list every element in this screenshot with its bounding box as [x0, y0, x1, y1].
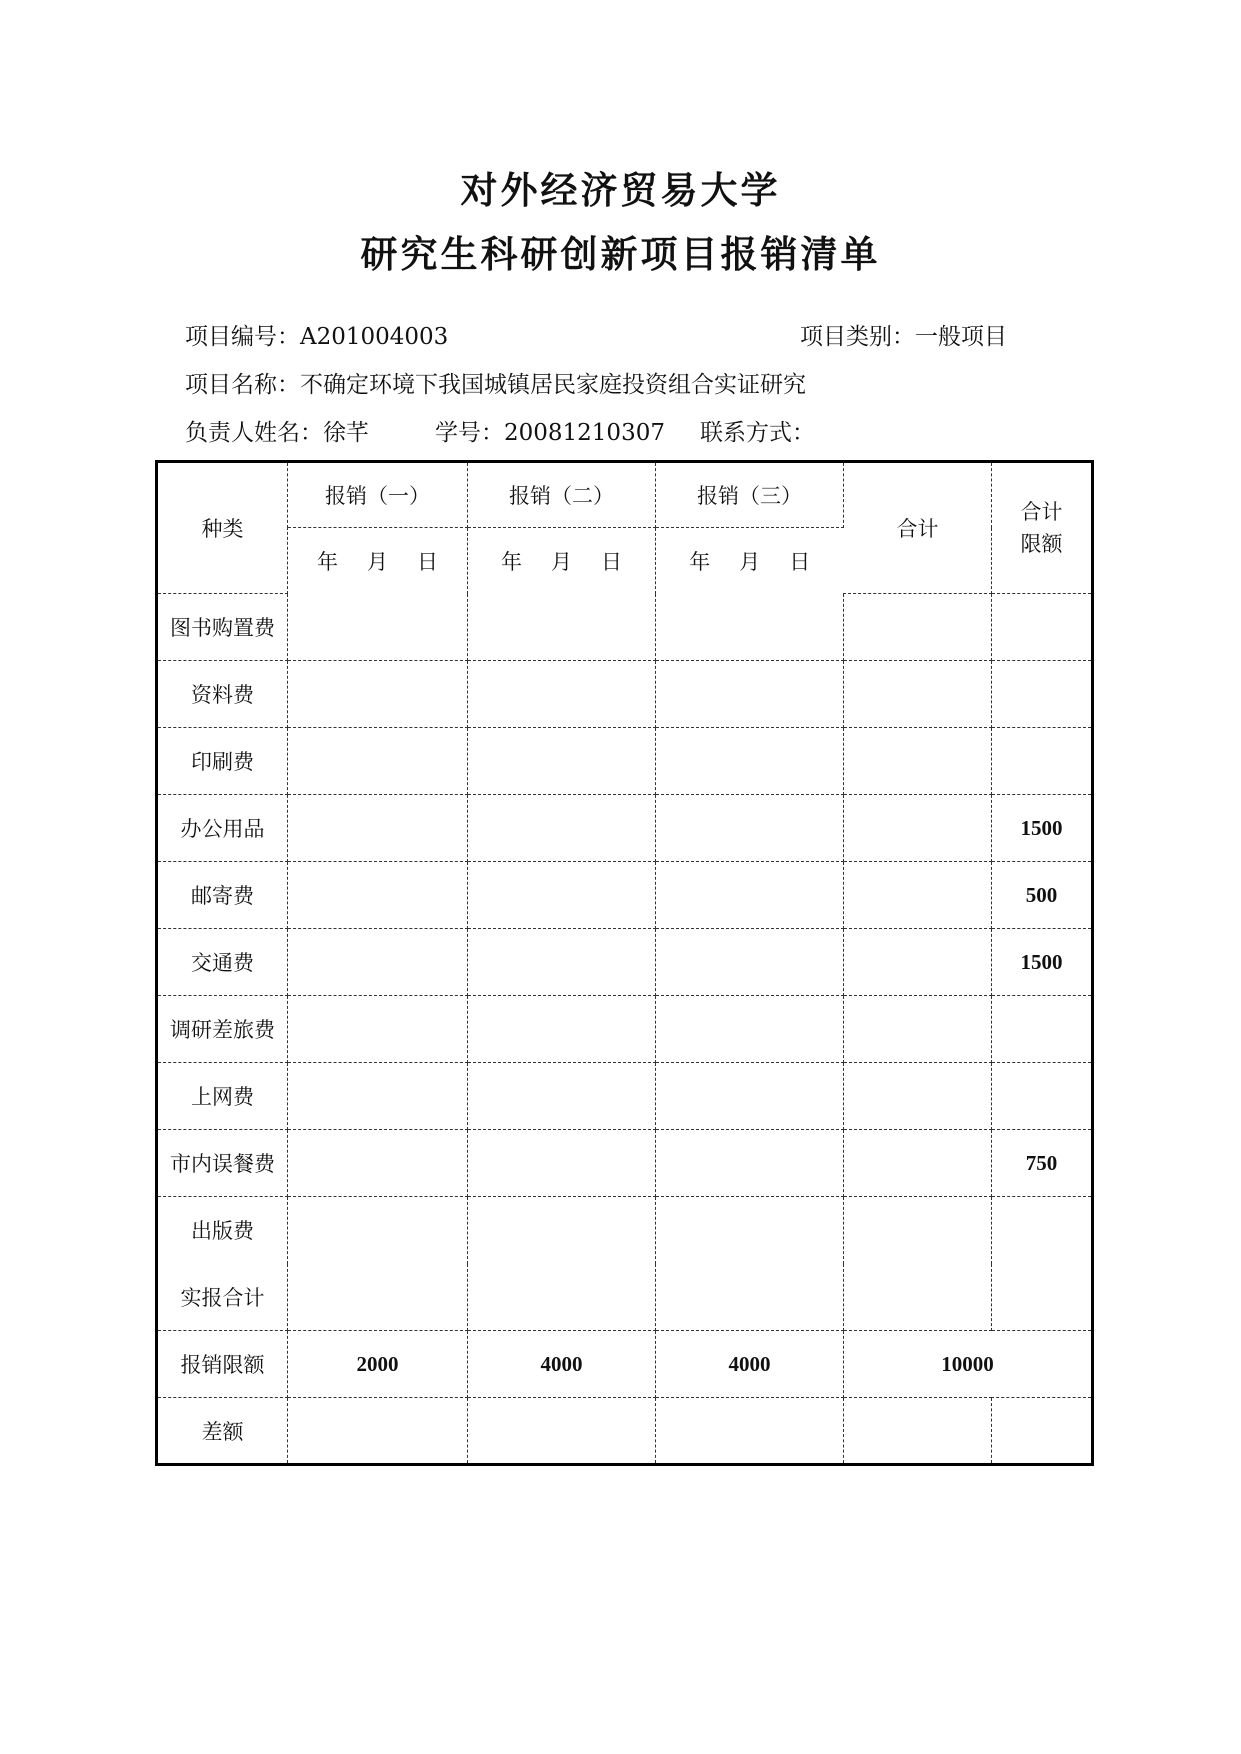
leader-value: 徐芊	[323, 420, 369, 446]
reimb-2-cell[interactable]	[468, 996, 656, 1063]
category-row	[157, 929, 1093, 996]
total-cell[interactable]	[844, 1130, 992, 1197]
reimb-3-cell[interactable]	[656, 795, 844, 862]
category-label: 上网费	[157, 1063, 288, 1130]
reimb-3-cell[interactable]	[656, 1197, 844, 1264]
reimb-limit-2: 4000	[468, 1331, 656, 1398]
reimbursement-table	[155, 460, 1094, 1466]
reimb-limit-row	[157, 1331, 1093, 1398]
reimb-3-cell[interactable]	[656, 862, 844, 929]
difference-reimb-3[interactable]	[656, 1398, 844, 1465]
reimb-3-cell[interactable]	[656, 728, 844, 795]
document-title: 对外经济贸易大学	[460, 169, 781, 212]
reimb-1-cell[interactable]	[288, 996, 468, 1063]
reimb-3-cell[interactable]	[656, 1130, 844, 1197]
category-label: 资料费	[157, 661, 288, 728]
total-cell[interactable]	[844, 1197, 992, 1264]
document-subtitle: 研究生科研创新项目报销清单	[360, 233, 881, 276]
reimb-2-cell[interactable]	[468, 929, 656, 996]
category-label: 市内误餐费	[157, 1130, 288, 1197]
reimb-limit-1: 2000	[288, 1331, 468, 1398]
reimb-limit-label: 报销限额	[157, 1331, 288, 1398]
student-number-line	[435, 414, 665, 447]
total-cell[interactable]	[844, 929, 992, 996]
difference-label: 差额	[157, 1398, 288, 1465]
limit-cell	[992, 661, 1093, 728]
reimb-1-cell[interactable]	[288, 929, 468, 996]
difference-row	[157, 1398, 1093, 1465]
date-month: 月	[739, 549, 761, 574]
reimb-2-cell[interactable]	[468, 1063, 656, 1130]
category-row	[157, 862, 1093, 929]
total-cell[interactable]	[844, 1063, 992, 1130]
reimb-1-cell[interactable]	[288, 661, 468, 728]
actual-total-sum[interactable]	[844, 1264, 992, 1331]
actual-total-label: 实报合计	[157, 1264, 288, 1331]
total-cell[interactable]	[844, 862, 992, 929]
actual-total-limit[interactable]	[992, 1264, 1093, 1331]
project-name-label: 项目名称：	[185, 372, 300, 398]
limit-cell	[992, 728, 1093, 795]
reimb-2-cell[interactable]	[468, 594, 656, 661]
limit-header-line1: 合计	[1020, 500, 1063, 524]
project-number-value: A201004003	[300, 324, 449, 350]
limit-header-line2: 限额	[1020, 532, 1063, 556]
category-label: 图书购置费	[157, 594, 288, 661]
reimb-2-header: 报销（二）	[468, 462, 656, 528]
category-rows	[157, 594, 1093, 1264]
project-number-line	[185, 318, 448, 351]
category-row	[157, 1197, 1093, 1264]
actual-total-reimb-1[interactable]	[288, 1264, 468, 1331]
reimb-2-cell[interactable]	[468, 1197, 656, 1264]
category-label: 交通费	[157, 929, 288, 996]
category-row	[157, 728, 1093, 795]
limit-header	[992, 462, 1093, 594]
project-number-label: 项目编号：	[185, 324, 300, 350]
category-label: 办公用品	[157, 795, 288, 862]
reimb-limit-3: 4000	[656, 1331, 844, 1398]
reimb-3-cell[interactable]	[656, 929, 844, 996]
reimb-1-cell[interactable]	[288, 862, 468, 929]
actual-total-reimb-2[interactable]	[468, 1264, 656, 1331]
student-number-label: 学号：	[435, 420, 504, 446]
reimb-1-header: 报销（一）	[288, 462, 468, 528]
category-row	[157, 594, 1093, 661]
limit-cell: 1500	[992, 929, 1093, 996]
reimb-1-cell[interactable]	[288, 728, 468, 795]
total-cell[interactable]	[844, 795, 992, 862]
category-row	[157, 795, 1093, 862]
category-row	[157, 1063, 1093, 1130]
limit-cell: 500	[992, 862, 1093, 929]
category-label: 调研差旅费	[157, 996, 288, 1063]
date-day: 日	[417, 549, 438, 574]
reimb-3-header: 报销（三）	[656, 462, 844, 528]
date-day: 日	[789, 549, 811, 574]
category-header: 种类	[157, 462, 288, 594]
category-row	[157, 661, 1093, 728]
actual-total-reimb-3[interactable]	[656, 1264, 844, 1331]
total-cell[interactable]	[844, 728, 992, 795]
difference-sum[interactable]	[844, 1398, 992, 1465]
reimb-3-date[interactable]	[656, 528, 844, 594]
date-year: 年	[317, 549, 338, 574]
reimb-2-date[interactable]	[468, 528, 656, 594]
reimb-2-cell[interactable]	[468, 862, 656, 929]
project-name-line	[185, 366, 806, 399]
contact-line	[700, 414, 815, 447]
project-type-label: 项目类别：	[800, 324, 915, 350]
reimb-1-cell[interactable]	[288, 1197, 468, 1264]
reimb-3-cell[interactable]	[656, 996, 844, 1063]
difference-limit[interactable]	[992, 1398, 1093, 1465]
category-row	[157, 1130, 1093, 1197]
total-cell[interactable]	[844, 594, 992, 661]
leader-line	[185, 414, 369, 447]
header-row	[157, 462, 1093, 528]
date-year: 年	[689, 549, 711, 574]
reimb-3-cell[interactable]	[656, 594, 844, 661]
limit-cell	[992, 1197, 1093, 1264]
limit-cell: 1500	[992, 795, 1093, 862]
difference-reimb-1[interactable]	[288, 1398, 468, 1465]
reimb-2-cell[interactable]	[468, 795, 656, 862]
reimb-2-cell[interactable]	[468, 728, 656, 795]
reimb-2-cell[interactable]	[468, 661, 656, 728]
total-cell[interactable]	[844, 996, 992, 1063]
reimb-1-cell[interactable]	[288, 594, 468, 661]
date-month: 月	[367, 549, 388, 574]
limit-cell	[992, 594, 1093, 661]
student-number-value: 20081210307	[504, 420, 665, 446]
reimb-1-cell[interactable]	[288, 795, 468, 862]
reimb-1-cell[interactable]	[288, 1063, 468, 1130]
date-year: 年	[501, 549, 522, 574]
category-label: 邮寄费	[157, 862, 288, 929]
reimb-limit-total: 10000	[844, 1331, 1093, 1398]
date-month: 月	[551, 549, 572, 574]
contact-label: 联系方式：	[700, 420, 815, 446]
actual-total-row	[157, 1264, 1093, 1331]
category-row	[157, 996, 1093, 1063]
total-cell[interactable]	[844, 661, 992, 728]
reimb-1-cell[interactable]	[288, 1130, 468, 1197]
reimb-2-cell[interactable]	[468, 1130, 656, 1197]
reimb-1-date[interactable]	[288, 528, 468, 594]
category-label: 出版费	[157, 1197, 288, 1264]
leader-label: 负责人姓名：	[185, 420, 323, 446]
limit-cell	[992, 996, 1093, 1063]
limit-cell: 750	[992, 1130, 1093, 1197]
project-type-value: 一般项目	[915, 324, 1007, 350]
difference-reimb-2[interactable]	[468, 1398, 656, 1465]
category-label: 印刷费	[157, 728, 288, 795]
limit-cell	[992, 1063, 1093, 1130]
date-day: 日	[601, 549, 622, 574]
reimb-3-cell[interactable]	[656, 661, 844, 728]
total-header: 合计	[844, 462, 992, 594]
project-type-line	[800, 318, 1007, 351]
project-name-value: 不确定环境下我国城镇居民家庭投资组合实证研究	[300, 372, 806, 398]
reimb-3-cell[interactable]	[656, 1063, 844, 1130]
